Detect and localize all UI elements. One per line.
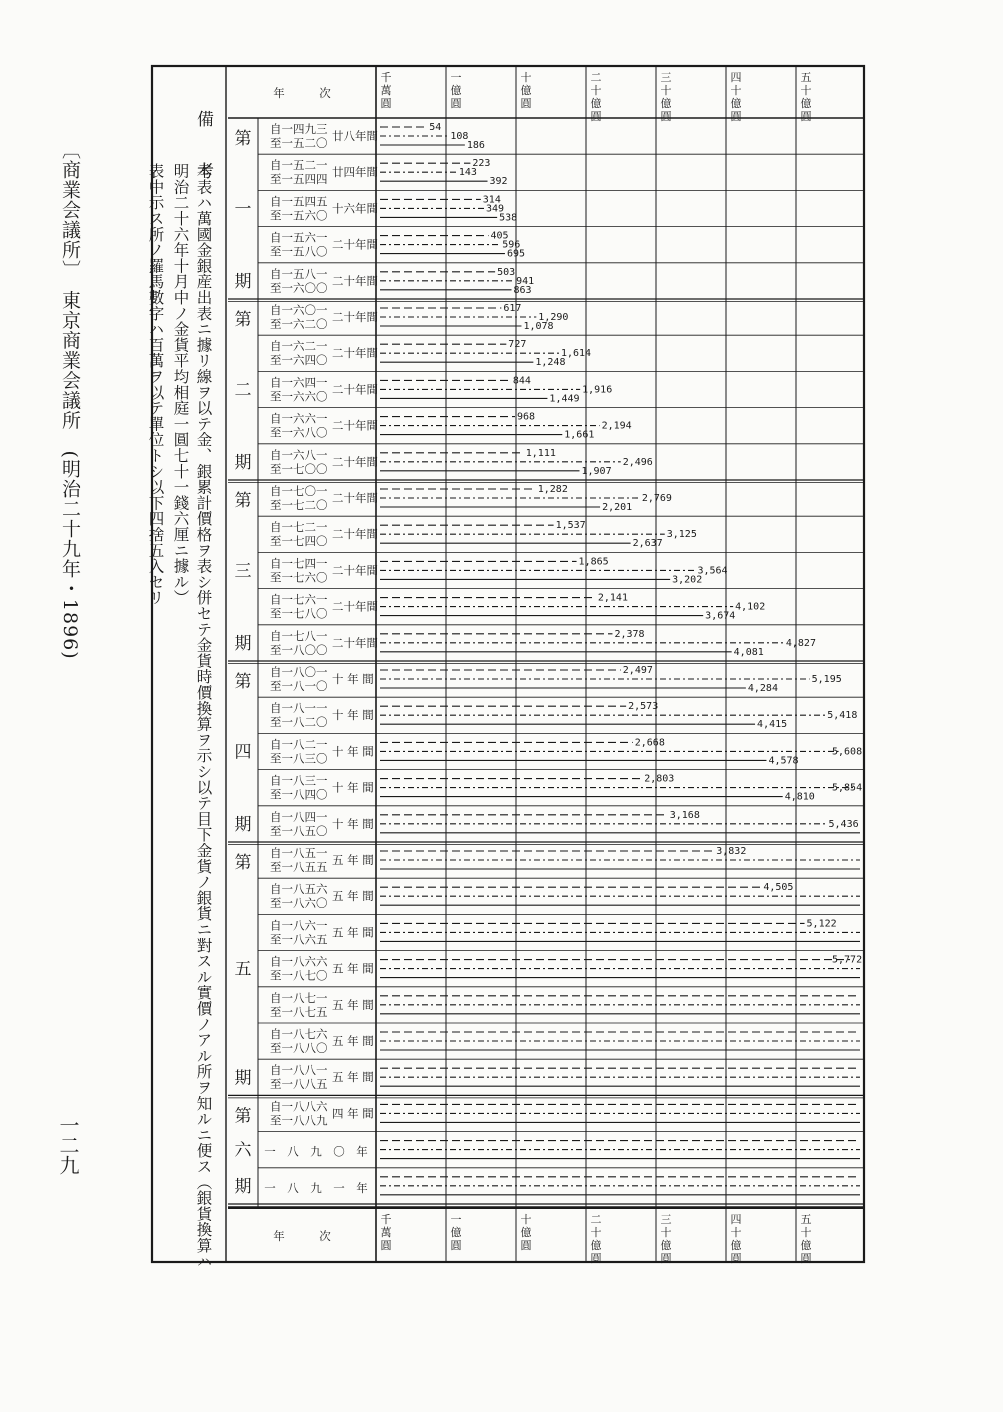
scale-label: 億 (660, 97, 672, 110)
row-span-label: 一 八 九 〇 年 (264, 1144, 368, 1159)
scale-label: 圓 (730, 110, 742, 123)
row-from-label: 自一八六六 (270, 954, 328, 969)
data-label: 968 (517, 411, 536, 423)
page-header: 〔商業会議所〕 東京商業会議所 (明治二十九年・1896) (59, 140, 81, 660)
row-to-label: 至一八六五 (270, 932, 328, 947)
row-span-label: 五 年 間 (332, 925, 374, 940)
scale-label: 億 (730, 1239, 742, 1252)
row-to-label: 至一五六〇 (270, 208, 328, 223)
scale-label: 圓 (590, 110, 602, 123)
row-from-label: 自一八五一 (270, 846, 328, 860)
data-label: 3,564 (697, 565, 728, 577)
data-label: 5,436 (828, 818, 859, 830)
scale-label: 圓 (380, 97, 392, 110)
scale-label: 五 (800, 71, 812, 84)
row-to-label: 至一八三〇 (270, 751, 328, 766)
period-label: 六 (234, 1140, 252, 1161)
scale-label: 圓 (590, 1252, 602, 1265)
row-from-label: 自一七六一 (270, 592, 328, 607)
scale-label: 圓 (450, 97, 462, 110)
row-to-label: 至一七〇〇 (270, 461, 328, 476)
row-to-label: 至一六二〇 (270, 317, 328, 331)
data-label: 1,449 (549, 393, 580, 405)
period-label: 三 (234, 561, 252, 582)
scale-label: 一 (450, 71, 462, 84)
data-label: 349 (485, 203, 505, 215)
scale-label: 億 (800, 97, 812, 110)
scale-label: 億 (590, 1239, 602, 1252)
scale-label: 十 (660, 1226, 672, 1239)
period-label: 期 (234, 634, 252, 654)
row-span-label: 二十年間 (332, 491, 378, 505)
period-label: 第 (234, 853, 252, 873)
row-to-label: 至一八五五 (270, 860, 328, 874)
data-label: 4,284 (747, 683, 778, 694)
period-label: 第 (234, 672, 252, 692)
row-from-label: 自一五六一 (270, 230, 328, 245)
note-line: 明治二十六年十月中ノ金貨平均相庭一圓七十一錢六厘ニ據ル） (171, 163, 190, 606)
data-label: 1,916 (582, 384, 613, 396)
row-from-label: 自一七〇一 (270, 484, 328, 498)
data-label: 2,496 (622, 456, 653, 468)
data-label: 392 (489, 176, 508, 188)
data-label: 4,505 (763, 882, 794, 894)
row-to-label: 至一八七五 (270, 1004, 328, 1019)
data-label: 3,202 (672, 574, 703, 586)
row-from-label: 自一五八一 (270, 266, 328, 281)
scale-label: 圓 (660, 110, 672, 123)
scale-label: 億 (520, 1226, 532, 1239)
row-span-label: 廿四年間 (332, 165, 378, 180)
row-to-label: 至一七八〇 (270, 606, 328, 621)
data-label: 727 (508, 339, 527, 351)
scale-label: 圓 (520, 1239, 532, 1252)
data-label: 4,810 (784, 791, 815, 803)
data-label: 1,865 (578, 556, 609, 568)
row-to-label: 至一八八九 (270, 1113, 328, 1128)
period-label: 期 (234, 1068, 252, 1089)
scale-label: 千 (380, 1213, 392, 1226)
data-label: 2,803 (644, 773, 675, 785)
row-from-label: 自一六六一 (270, 411, 328, 426)
data-label: 1,661 (564, 429, 595, 441)
scale-label: 億 (520, 84, 532, 97)
row-span-label: 二十年間 (332, 382, 378, 397)
data-label: 695 (506, 248, 526, 260)
row-span-label: 二十年間 (332, 527, 378, 542)
scale-label: 億 (730, 97, 742, 110)
row-to-label: 至一八六〇 (270, 896, 328, 911)
period-label: 期 (234, 1177, 252, 1197)
period-label: 第 (234, 129, 252, 149)
data-label: 3,125 (666, 529, 697, 541)
scale-label: 圓 (800, 1252, 812, 1265)
row-span-label: 五 年 間 (332, 1034, 374, 1048)
footer-label: 年 次 (273, 1229, 331, 1243)
data-label: 5,854 (832, 782, 863, 794)
notes-heading: 備 考 (193, 110, 213, 188)
row-span-label: 五 年 間 (332, 997, 374, 1012)
row-from-label: 自一七四一 (270, 556, 328, 571)
scale-label: 圓 (380, 1239, 392, 1252)
data-label: 2,497 (622, 665, 653, 676)
data-label: 4,081 (733, 646, 764, 658)
scale-label: 億 (450, 1226, 462, 1239)
data-label: 5,608 (832, 746, 863, 758)
row-to-label: 至一六八〇 (270, 425, 328, 440)
scale-label: 四 (730, 71, 742, 84)
row-to-label: 至一七二〇 (270, 498, 328, 512)
row-from-label: 自一六八一 (270, 447, 328, 462)
row-from-label: 自一六二一 (270, 339, 328, 354)
data-label: 3,168 (669, 809, 700, 821)
data-label: 5,772 (832, 954, 863, 966)
row-span-label: 二十年間 (332, 454, 378, 469)
data-label: 1,111 (525, 447, 556, 459)
data-label: 4,827 (785, 637, 816, 649)
period-label: 二 (234, 380, 252, 401)
scale-label: 億 (590, 97, 602, 110)
data-label: 1,907 (581, 465, 612, 477)
note-line: 本表ハ萬國金銀産出表ニ據リ線ヲ以テ金、銀累計價格ヲ表シ併セテ金貨時價換算ヲ示シ以テ目下金貨ノ銀貨ニ對スル實價ノアル所ヲ知ルニ便ス（銀貨換算ハ (194, 163, 213, 1269)
row-span-label: 十 年 間 (332, 744, 374, 759)
row-from-label: 自一八二一 (270, 737, 328, 752)
note-line: 表中示ス所ノ羅馬數字ハ百萬ヲ以テ單位トシ以下四捨五入セリ (146, 163, 165, 606)
period-label: 第 (234, 1106, 252, 1127)
scale-label: 十 (800, 84, 812, 97)
data-label: 1,537 (555, 520, 586, 532)
data-label: 4,415 (757, 719, 788, 731)
scale-label: 億 (800, 1239, 812, 1252)
scale-label: 十 (730, 1226, 742, 1239)
data-label: 5,195 (811, 674, 842, 685)
row-from-label: 自一五四五 (270, 194, 328, 209)
data-label: 143 (458, 167, 477, 179)
row-span-label: 一 八 九 一 年 (264, 1180, 368, 1195)
row-span-label: 十 年 間 (332, 708, 374, 723)
row-to-label: 至一八八五 (270, 1077, 328, 1092)
data-label: 405 (490, 230, 509, 242)
period-label: 期 (234, 453, 252, 473)
row-span-label: 五 年 間 (332, 1070, 374, 1085)
row-span-label: 十六年間 (332, 201, 378, 216)
row-to-label: 至一八二〇 (270, 715, 328, 730)
data-label: 596 (502, 239, 521, 251)
data-label: 2,769 (641, 493, 672, 504)
data-label: 314 (482, 194, 501, 206)
row-to-label: 至一六〇〇 (270, 280, 328, 295)
scale-label: 二 (590, 1213, 602, 1226)
row-to-label: 至一七四〇 (270, 534, 328, 549)
row-from-label: 自一八八六 (270, 1099, 328, 1114)
data-label: 3,832 (716, 846, 747, 857)
row-span-label: 十 年 間 (332, 780, 374, 795)
data-label: 2,141 (597, 592, 628, 604)
row-span-label: 二十年間 (332, 310, 378, 324)
row-span-label: 二十年間 (332, 563, 378, 578)
row-span-label: 廿八年間 (332, 129, 378, 143)
data-label: 617 (503, 303, 522, 314)
data-label: 503 (497, 266, 516, 278)
period-label: 四 (234, 742, 252, 763)
scale-label: 圓 (520, 97, 532, 110)
row-span-label: 五 年 間 (332, 853, 374, 867)
data-label: 2,637 (632, 538, 663, 550)
row-to-label: 至一七六〇 (270, 570, 328, 585)
row-to-label: 至一八八〇 (270, 1041, 328, 1055)
scale-label: 圓 (730, 1252, 742, 1265)
row-to-label: 至一八五〇 (270, 823, 328, 838)
data-label: 941 (516, 275, 535, 287)
scale-label: 億 (450, 84, 462, 97)
row-from-label: 自一六〇一 (270, 303, 328, 317)
scale-label: 十 (590, 84, 602, 97)
data-label: 2,378 (614, 628, 645, 640)
data-label: 54 (429, 122, 442, 133)
data-label: 1,078 (523, 321, 554, 332)
row-to-label: 至一八七〇 (270, 968, 328, 983)
row-to-label: 至一五二〇 (270, 136, 328, 150)
data-label: 2,668 (634, 737, 665, 749)
data-label: 5,418 (827, 710, 858, 722)
scale-label: 十 (660, 84, 672, 97)
row-from-label: 自一七二一 (270, 520, 328, 535)
scale-label: 圓 (800, 110, 812, 123)
scale-label: 千 (380, 71, 392, 84)
row-span-label: 十 年 間 (332, 816, 374, 831)
data-label: 863 (513, 284, 532, 296)
row-from-label: 自一四九三 (270, 122, 328, 136)
data-label: 1,282 (537, 484, 568, 495)
data-label: 1,614 (560, 348, 592, 360)
row-from-label: 自一八五六 (270, 882, 328, 897)
scale-label: 二 (590, 71, 602, 84)
scale-label: 十 (590, 1226, 602, 1239)
row-span-label: 二十年間 (332, 346, 378, 361)
scale-label: 四 (730, 1213, 742, 1226)
period-label: 一 (234, 199, 252, 220)
row-to-label: 至一八一〇 (270, 679, 328, 693)
scale-label: 一 (450, 1213, 462, 1226)
row-from-label: 自一八〇一 (270, 665, 328, 679)
row-from-label: 自一八四一 (270, 809, 328, 824)
row-from-label: 自一八七六 (270, 1027, 328, 1041)
scale-label: 十 (520, 1213, 532, 1226)
row-span-label: 二十年間 (332, 273, 378, 288)
data-label: 1,290 (538, 312, 569, 323)
data-label: 108 (450, 131, 469, 142)
data-label: 4,578 (768, 755, 799, 767)
scale-label: 三 (660, 71, 672, 84)
period-label: 第 (234, 491, 252, 511)
period-label: 期 (234, 272, 252, 292)
row-span-label: 二十年間 (332, 635, 378, 650)
row-from-label: 自一八一一 (270, 701, 328, 716)
row-to-label: 至一五四四 (270, 172, 328, 187)
row-from-label: 自一八六一 (270, 918, 328, 933)
data-label: 2,194 (601, 420, 632, 432)
data-label: 5,122 (806, 918, 837, 930)
scale-label: 三 (660, 1213, 672, 1226)
row-to-label: 至一六六〇 (270, 389, 328, 404)
row-from-label: 自一八三一 (270, 773, 328, 788)
row-from-label: 自一七八一 (270, 628, 328, 643)
period-label: 第 (234, 310, 252, 330)
row-from-label: 自一五二一 (270, 158, 328, 173)
row-span-label: 二十年間 (332, 599, 378, 614)
scale-label: 圓 (450, 1239, 462, 1252)
data-label: 844 (512, 375, 531, 387)
scale-label: 五 (800, 1213, 812, 1226)
scale-label: 萬 (380, 1226, 392, 1239)
data-label: 538 (499, 212, 518, 224)
data-label: 4,102 (735, 601, 766, 613)
data-label: 1,248 (535, 357, 566, 369)
row-from-label: 自一八八一 (270, 1063, 328, 1078)
page-number: 一二九 (56, 1115, 80, 1175)
scale-label: 億 (660, 1239, 672, 1252)
scale-label: 十 (730, 84, 742, 97)
data-label: 2,573 (628, 701, 659, 713)
row-to-label: 至一八四〇 (270, 787, 328, 802)
row-to-label: 至一六四〇 (270, 353, 328, 368)
data-label: 2,201 (602, 502, 633, 513)
data-label: 186 (466, 140, 485, 151)
row-span-label: 四 年 間 (332, 1106, 374, 1121)
row-from-label: 自一八七一 (270, 990, 328, 1005)
row-to-label: 至一八〇〇 (270, 642, 328, 657)
scale-label: 十 (520, 71, 532, 84)
period-label: 五 (234, 959, 252, 980)
scale-label: 十 (800, 1226, 812, 1239)
scale-label: 圓 (660, 1252, 672, 1265)
data-label: 223 (472, 158, 491, 170)
period-label: 期 (234, 815, 252, 835)
row-span-label: 五 年 間 (332, 889, 374, 904)
row-from-label: 自一六四一 (270, 375, 328, 390)
row-span-label: 二十年間 (332, 418, 378, 433)
row-span-label: 十 年 間 (332, 672, 374, 686)
header-label: 年 次 (273, 86, 331, 100)
row-span-label: 五 年 間 (332, 961, 374, 976)
scale-label: 萬 (380, 84, 392, 97)
data-label: 3,674 (705, 610, 736, 622)
row-to-label: 至一五八〇 (270, 244, 328, 259)
row-span-label: 二十年間 (332, 237, 378, 252)
